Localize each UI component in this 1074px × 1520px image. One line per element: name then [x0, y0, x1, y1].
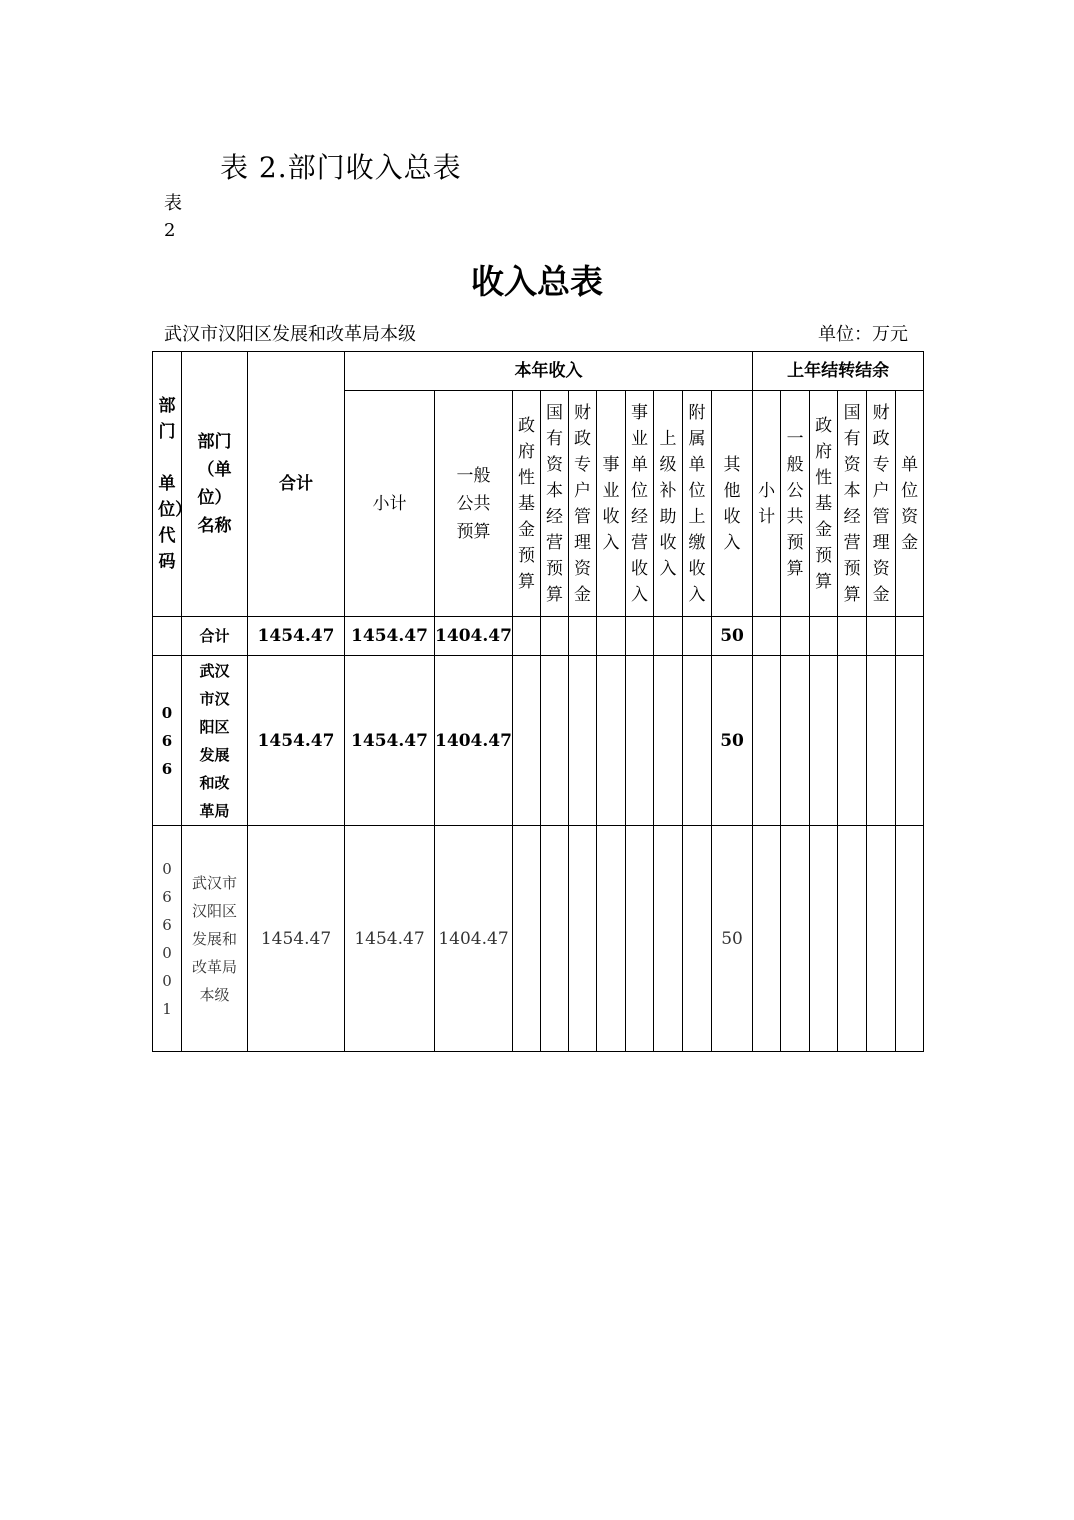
table-row-dept — [153, 656, 924, 826]
organization-name: 武汉市汉阳区发展和改革局本级 — [164, 324, 416, 345]
header-current-year: 本年收入 — [345, 352, 753, 391]
header-total: 合计 — [248, 352, 345, 617]
table-tag — [164, 190, 188, 244]
cell-empty — [810, 826, 838, 1052]
cell-other: 50 — [712, 826, 753, 1052]
cell-empty — [654, 826, 683, 1052]
unit-label: 单位：万元 — [818, 324, 908, 345]
header-business-operation: 事业单位经营收入 — [626, 391, 654, 617]
header-unit-fund: 单位资金 — [896, 391, 924, 617]
header-prior-state-capital: 国有资本经营预算 — [838, 391, 867, 617]
cell-empty — [683, 617, 712, 656]
header-state-capital: 国有资本经营预算 — [541, 391, 569, 617]
cell-empty — [781, 617, 810, 656]
header-gov-fund: 政府性基金预算 — [513, 391, 541, 617]
cell-empty — [569, 826, 597, 1052]
header-business-income: 事业收入 — [597, 391, 626, 617]
header-dept-code-text: 部门 单位）代码 — [158, 396, 193, 572]
header-prior-general: 一般公共预算 — [781, 391, 810, 617]
cell-empty — [654, 656, 683, 826]
cell-name: 武汉市汉阳区发展和改革局 — [182, 656, 248, 826]
cell-empty — [753, 656, 781, 826]
cell-empty — [541, 656, 569, 826]
cell-empty — [513, 656, 541, 826]
header-affiliate: 附属单位上缴收入 — [683, 391, 712, 617]
header-prior-subtotal: 小计 — [753, 391, 781, 617]
cell-subtotal: 1454.47 — [345, 826, 435, 1052]
cell-empty — [569, 617, 597, 656]
cell-empty — [896, 617, 924, 656]
cell-empty — [541, 617, 569, 656]
cell-name: 武汉市汉阳区发展和改革局本级 — [182, 826, 248, 1052]
cell-empty — [810, 656, 838, 826]
cell-empty — [838, 656, 867, 826]
header-dept-name — [182, 352, 248, 617]
cell-empty — [753, 617, 781, 656]
cell-empty — [569, 656, 597, 826]
cell-empty — [683, 826, 712, 1052]
cell-empty — [867, 656, 896, 826]
cell-empty — [896, 656, 924, 826]
header-special-fund: 财政专户管理资金 — [569, 391, 597, 617]
table-tag-line-1: 表 — [164, 193, 182, 214]
cell-empty — [781, 656, 810, 826]
cell-total: 1454.47 — [248, 826, 345, 1052]
cell-code: 066001 — [153, 826, 182, 1052]
cell-empty — [541, 826, 569, 1052]
cell-code — [153, 617, 182, 656]
cell-empty — [513, 826, 541, 1052]
cell-empty — [626, 656, 654, 826]
cell-empty — [867, 617, 896, 656]
section-heading: 表 2.部门收入总表 — [220, 151, 462, 184]
cell-empty — [597, 656, 626, 826]
table-row-unit — [153, 826, 924, 1052]
cell-general: 1404.47 — [435, 826, 513, 1052]
cell-empty — [838, 826, 867, 1052]
cell-empty — [867, 826, 896, 1052]
header-subtotal: 小计 — [345, 391, 435, 617]
table-title: 收入总表 — [471, 262, 603, 301]
header-prior-year: 上年结转结余 — [753, 352, 924, 391]
cell-code: 066 — [153, 656, 182, 826]
table-row-total — [153, 617, 924, 656]
cell-empty — [654, 617, 683, 656]
header-subsidy: 上级补助收入 — [654, 391, 683, 617]
header-dept-name-text: 部门（单位）名称 — [197, 432, 232, 536]
cell-empty — [513, 617, 541, 656]
cell-empty — [810, 617, 838, 656]
cell-subtotal: 1454.47 — [345, 617, 435, 656]
cell-subtotal: 1454.47 — [345, 656, 435, 826]
cell-general: 1404.47 — [435, 617, 513, 656]
cell-total: 1454.47 — [248, 656, 345, 826]
cell-empty — [838, 617, 867, 656]
cell-name: 合计 — [182, 617, 248, 656]
cell-total: 1454.47 — [248, 617, 345, 656]
cell-general: 1404.47 — [435, 656, 513, 826]
table-tag-line-2: 2 — [164, 220, 176, 241]
header-dept-code — [153, 352, 193, 617]
cell-empty — [753, 826, 781, 1052]
cell-empty — [626, 617, 654, 656]
cell-empty — [597, 826, 626, 1052]
header-prior-special-fund: 财政专户管理资金 — [867, 391, 896, 617]
header-other: 其他收入 — [712, 391, 753, 617]
header-general-budget: 一般公共预算 — [435, 391, 513, 617]
cell-empty — [781, 826, 810, 1052]
cell-other: 50 — [712, 617, 753, 656]
income-summary-table — [152, 351, 924, 1052]
header-row-1 — [153, 352, 924, 391]
cell-empty — [597, 617, 626, 656]
cell-empty — [896, 826, 924, 1052]
header-prior-gov-fund: 政府性基金预算 — [810, 391, 838, 617]
cell-empty — [626, 826, 654, 1052]
cell-empty — [683, 656, 712, 826]
cell-other: 50 — [712, 656, 753, 826]
